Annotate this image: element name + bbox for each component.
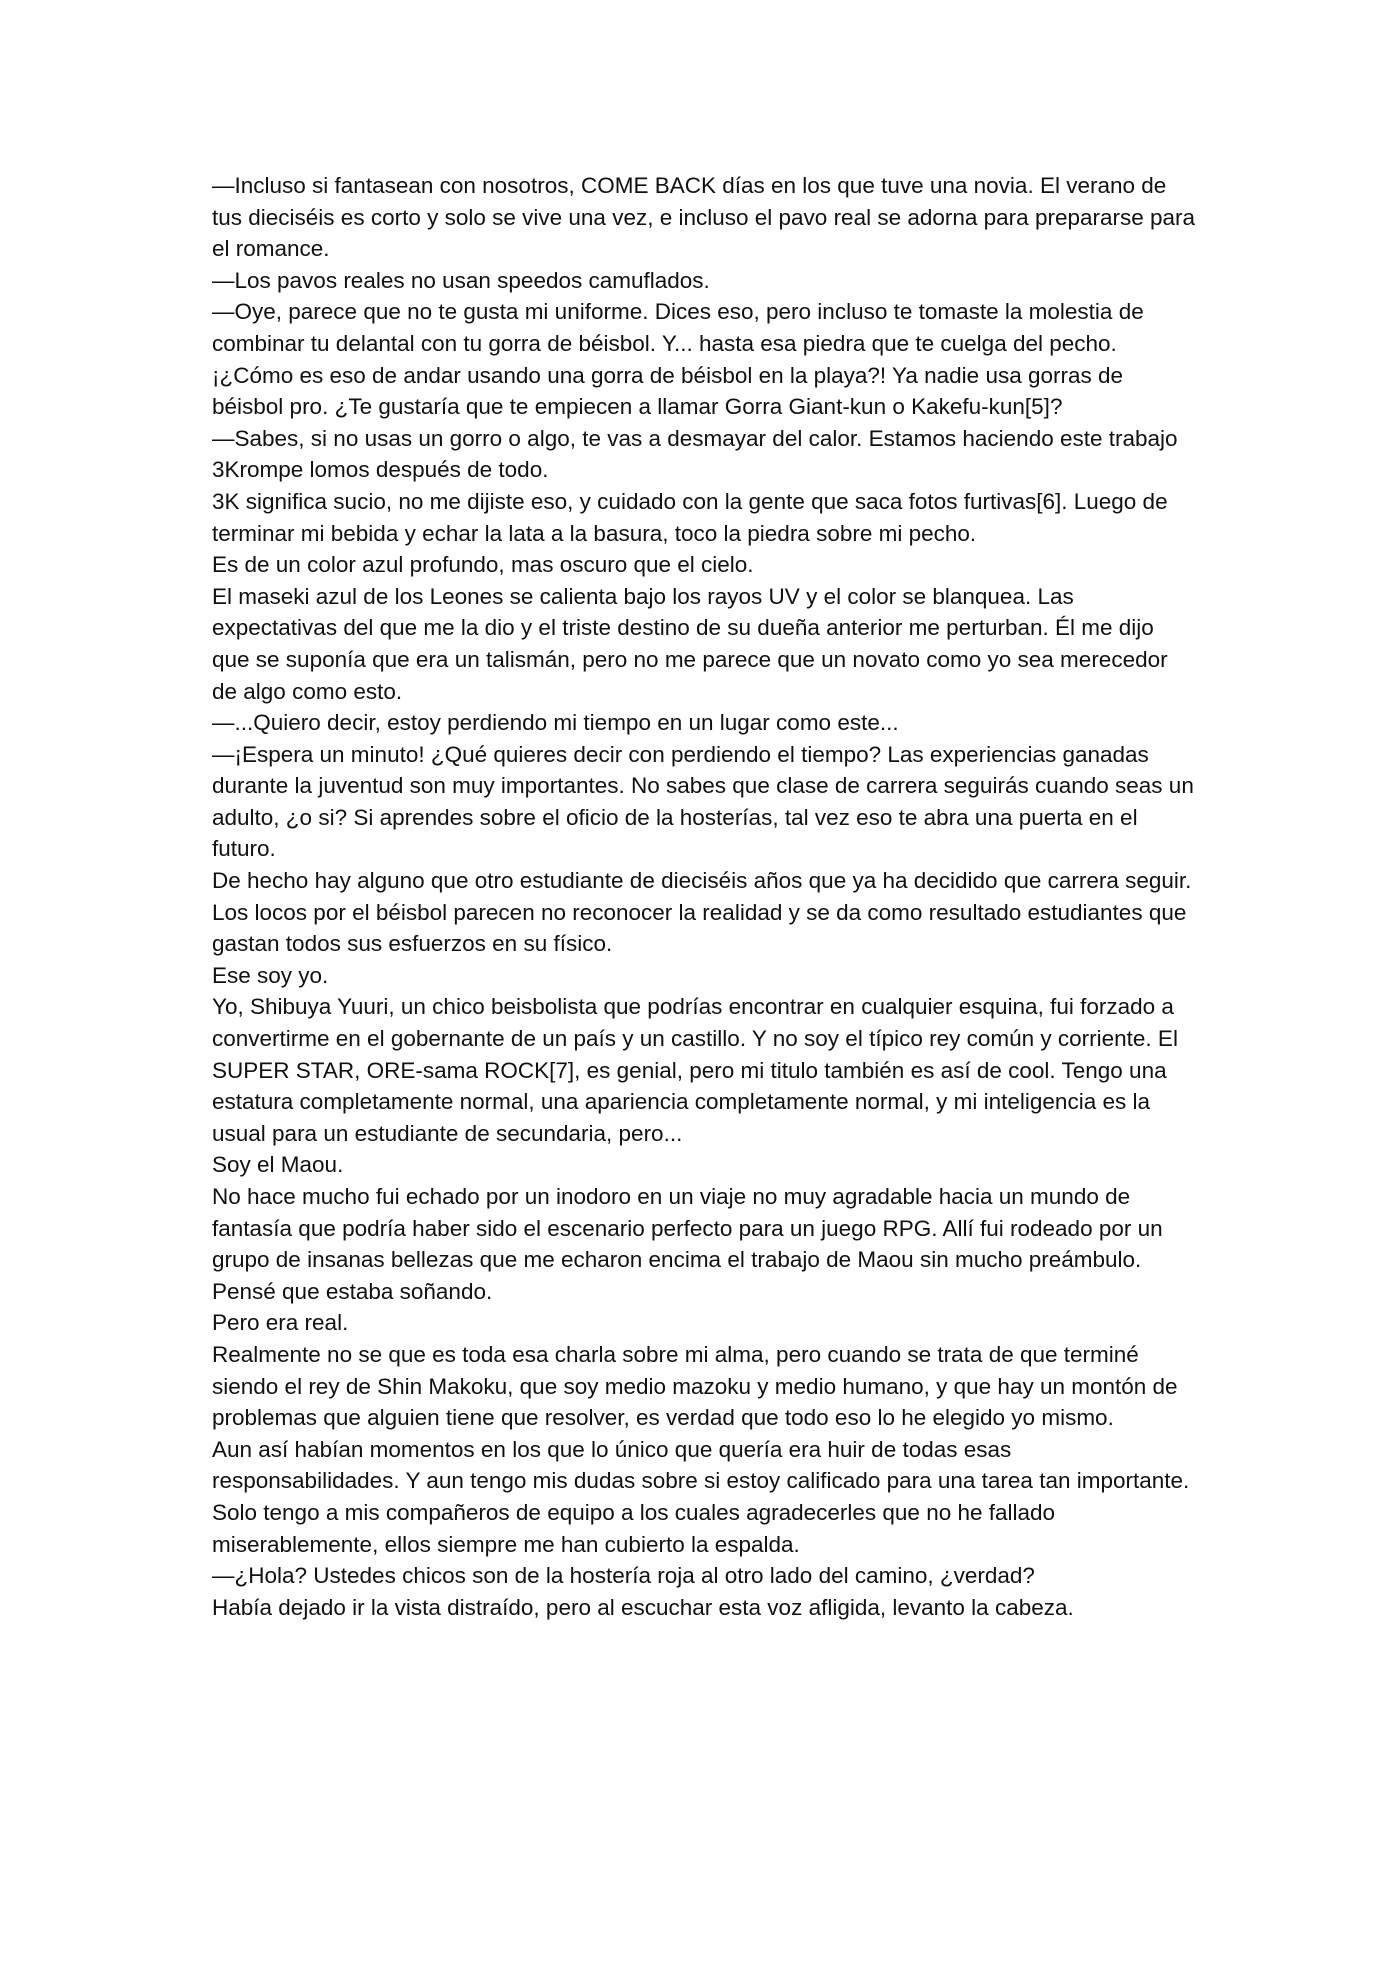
paragraph: Ese soy yo.: [212, 962, 329, 988]
paragraph: Yo, Shibuya Yuuri, un chico beisbolista que podrías encontrar en cualquier esquina, fui forzado a convertirme en el gobernante de un país y un castillo. Y no soy el típico rey común y corriente. El SUPER STAR, ORE-sama ROCK[7], es genial, pero mi titulo también es así de cool. Tengo una estatura completamente normal, una apariencia completamente normal, y mi inteligencia es la usual para un estudiante de secundaria, pero...: [212, 994, 1178, 1146]
document-body: [212, 170, 1197, 1623]
paragraph: —Incluso si fantasean con nosotros, COME BACK días en los que tuve una novia. El verano de tus dieciséis es corto y solo se vive una vez, e incluso el pavo real se adorna para prepararse para el romance.: [212, 173, 1196, 262]
paragraph: 3K significa sucio, no me dijiste eso, y cuidado con la gente que saca fotos furtivas[6]. Luego de terminar mi bebida y echar la lata a la basura, toco la piedra sobre mi pecho.: [212, 488, 1168, 546]
paragraph: Pero era real.: [212, 1310, 349, 1336]
paragraph: Había dejado ir la vista distraído, pero al escuchar esta voz afligida, levanto la cabeza.: [212, 1594, 1074, 1620]
paragraph: No hace mucho fui echado por un inodoro en un viaje no muy agradable hacia un mundo de fantasía que podría haber sido el escenario perfecto para un juego RPG. Allí fui rodeado por un grupo de insanas bellezas que me echaron encima el trabajo de Maou sin mucho preámbulo. Pensé que estaba soñando.: [212, 1184, 1163, 1304]
paragraph: —¡Espera un minuto! ¿Qué quieres decir con perdiendo el tiempo? Las experiencias ganadas durante la juventud son muy importantes. No sabes que clase de carrera seguirás cuando seas un adulto, ¿o si? Si aprendes sobre el oficio de la hosterías, tal vez eso te abra una puerta en el futuro.: [212, 741, 1194, 862]
paragraph: —¿Hola? Ustedes chicos son de la hostería roja al otro lado del camino, ¿verdad?: [212, 1563, 1035, 1589]
paragraph: De hecho hay alguno que otro estudiante de dieciséis años que ya ha decidido que carrera seguir.: [212, 868, 1192, 894]
paragraph: Soy el Maou.: [212, 1152, 344, 1178]
paragraph: —Oye, parece que no te gusta mi uniforme. Dices eso, pero incluso te tomaste la molestia de combinar tu delantal con tu gorra de béisbol. Y... hasta esa piedra que te cuelga del pecho. ¡¿Cómo es eso de andar usando una gorra de béisbol en la playa?! Ya nadie usa gorras de béisbol pro. ¿Te gustaría que te empiecen a llamar Gorra Giant-kun o Kakefu-kun[5]?: [212, 299, 1144, 420]
paragraph: Los locos por el béisbol parecen no reconocer la realidad y se da como resultado estudiantes que gastan todos sus esfuerzos en su físico.: [212, 899, 1187, 957]
paragraph: Es de un color azul profundo, mas oscuro que el cielo.: [212, 552, 754, 578]
paragraph: —Sabes, si no usas un gorro o algo, te vas a desmayar del calor. Estamos haciendo este trabajo 3Krompe lomos después de todo.: [212, 425, 1178, 483]
paragraph: Realmente no se que es toda esa charla sobre mi alma, pero cuando se trata de que terminé siendo el rey de Shin Makoku, que soy medio mazoku y medio humano, y que hay un montón de problemas que alguien tiene que resolver, es verdad que todo eso lo he elegido yo mismo.: [212, 1341, 1178, 1431]
paragraph: —...Quiero decir, estoy perdiendo mi tiempo en un lugar como este...: [212, 710, 899, 736]
paragraph: El maseki azul de los Leones se calienta bajo los rayos UV y el color se blanquea. Las expectativas del que me la dio y el triste destino de su dueña anterior me perturban. Él me dijo que se suponía que era un talismán, pero no me parece que un novato como yo sea merecedor de algo como esto.: [212, 583, 1168, 704]
paragraph: Aun así habían momentos en los que lo único que quería era huir de todas esas responsabilidades. Y aun tengo mis dudas sobre si estoy calificado para una tarea tan importante. Solo tengo a mis compañeros de equipo a los cuales agradecerles que no he fallado miserablemente, ellos siempre me han cubierto la espalda.: [212, 1436, 1190, 1557]
paragraph: —Los pavos reales no usan speedos camuflados.: [212, 267, 710, 293]
